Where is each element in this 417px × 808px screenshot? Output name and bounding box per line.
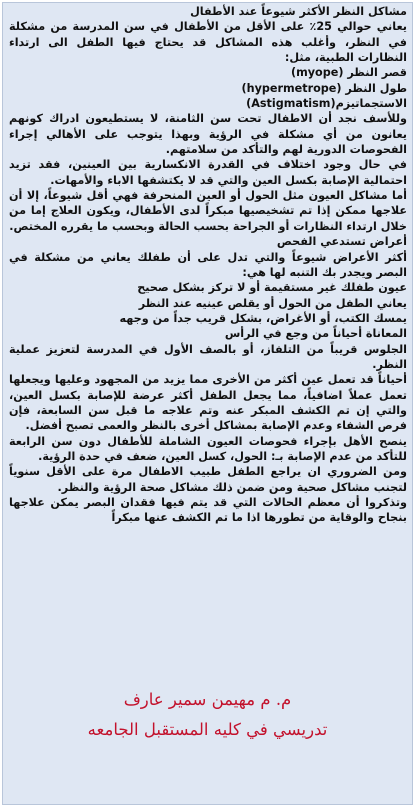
paragraph-strabismus: أما مشاكل العيون مثل الحول أو العين المنحرفة فهي أقل شيوعاً، إلا أن علاجها ممكن إذا تم تشخيصيها مبكراً لدى الأطفال، ويكون العلاج إما من خلال ارتداء النظارات أو الجراحة بحسب الحالة وبحسب ما يقرره المختص. [9, 189, 407, 233]
symptom-item: المعاناة أحياناً من وجع في الرأس [224, 327, 407, 341]
paragraph-conclusion: وتذكروا أن معظم الحالات التي قد يتم فيها فقدان البصر يمكن علاجها بنجاح والوقاية من تطورها اذا ما تم الكشف عنها مبكراً [9, 496, 407, 525]
paragraph-annual-visit: ومن الضروري ان يراجع الطفل طبيب الاطفال مرة على الأقل سنوياً لتجنب مشاكل صحية ومن ضمن ذلك مشاكل صحة الرؤية والنظر. [9, 465, 407, 494]
article-body [9, 4, 407, 526]
section-heading-symptoms: أعراض تستدعي الفحص [276, 235, 407, 249]
author-signature [3, 685, 412, 745]
symptom-item: الجلوس قريباً من التلفاز، أو بالصف الأول في المدرسة لتعزيز عملية النظر. [9, 342, 407, 371]
list-item-myopia: قصر النظر (myope) [290, 66, 407, 80]
author-affiliation: تدريسي في كليه المستقبل الجامعه [87, 720, 328, 739]
list-item-hyperopia: طول النظر (hypermetrope) [241, 81, 407, 95]
paragraph-lazy-eye: أحياناً قد تعمل عين أكثر من الأخرى مما يزيد من المجهود وعليها ويجعلها تعمل عملاً اضافياً، مما يجعل الطفل أكثر عرضة للإصابة بكسل العين، والتي إن تم الكشف المبكر عنه وتم علاجه ما قبل سن السابعة، فإن فرص الشفاء وعدم الإصابة بمشاكل أخرى بالنظر والعمى تصبح أفضل. [9, 373, 407, 433]
author-name: م. م مهيمن سمير عارف [123, 690, 292, 709]
symptom-item: يعاني الطفل من الحول أو يقلص عينيه عند النظر [138, 296, 407, 310]
paragraph-symptoms-intro: أكثر الأعراض شيوعاً والتي تدل على أن طفلك يعاني من مشكلة في البصر ويجدر بك التنبه لها هي: [9, 250, 407, 279]
symptom-item: عيون طفلك غير مستقيمة أو لا تركز بشكل صحيح [137, 281, 407, 295]
list-item-astigmatism: الاستجماتيزم(Astigmatism) [246, 97, 407, 111]
paragraph-intro: يعاني حوالي 25٪ على الأقل من الأطفال في سن المدرسة من مشكلة في النظر، وأغلب هذه المشاكل قد يحتاج فيها الطفل الى ارتداء النظارات الطبية، مثل: [9, 20, 407, 65]
symptom-item: يمسك الكتب، أو الأغراض، بشكل قريب جداً من وجهه [119, 311, 407, 325]
paragraph-exam-advice: ينصح الأهل بإجراء فحوصات العيون الشاملة للأطفال دون سن الرابعة للتأكد من عدم الإصابة بـ: الحول، كسل العين، ضعف في حدة الرؤية. [9, 434, 407, 463]
paragraph-refraction: في حال وجود اختلاف في القدرة الانكسارية بين العينين، فقد تزيد احتمالية الإصابة بكسل العين والتي قد لا يكتشفها الاباء والأمهات. [9, 158, 407, 187]
article-title: مشاكل النظر الأكثر شيوعاً عند الأطفال [190, 5, 407, 18]
document-page [2, 2, 413, 805]
paragraph-under-eight: وللأسف نجد أن الاطفال تحت سن الثامنة، لا يستطيعون ادراك كونهم يعانون من أي مشكلة في الرؤية وبهذا يتوجب على الأهالي إجراء الفحوصات الدورية لهم والتأكد من سلامتهم. [9, 112, 407, 157]
